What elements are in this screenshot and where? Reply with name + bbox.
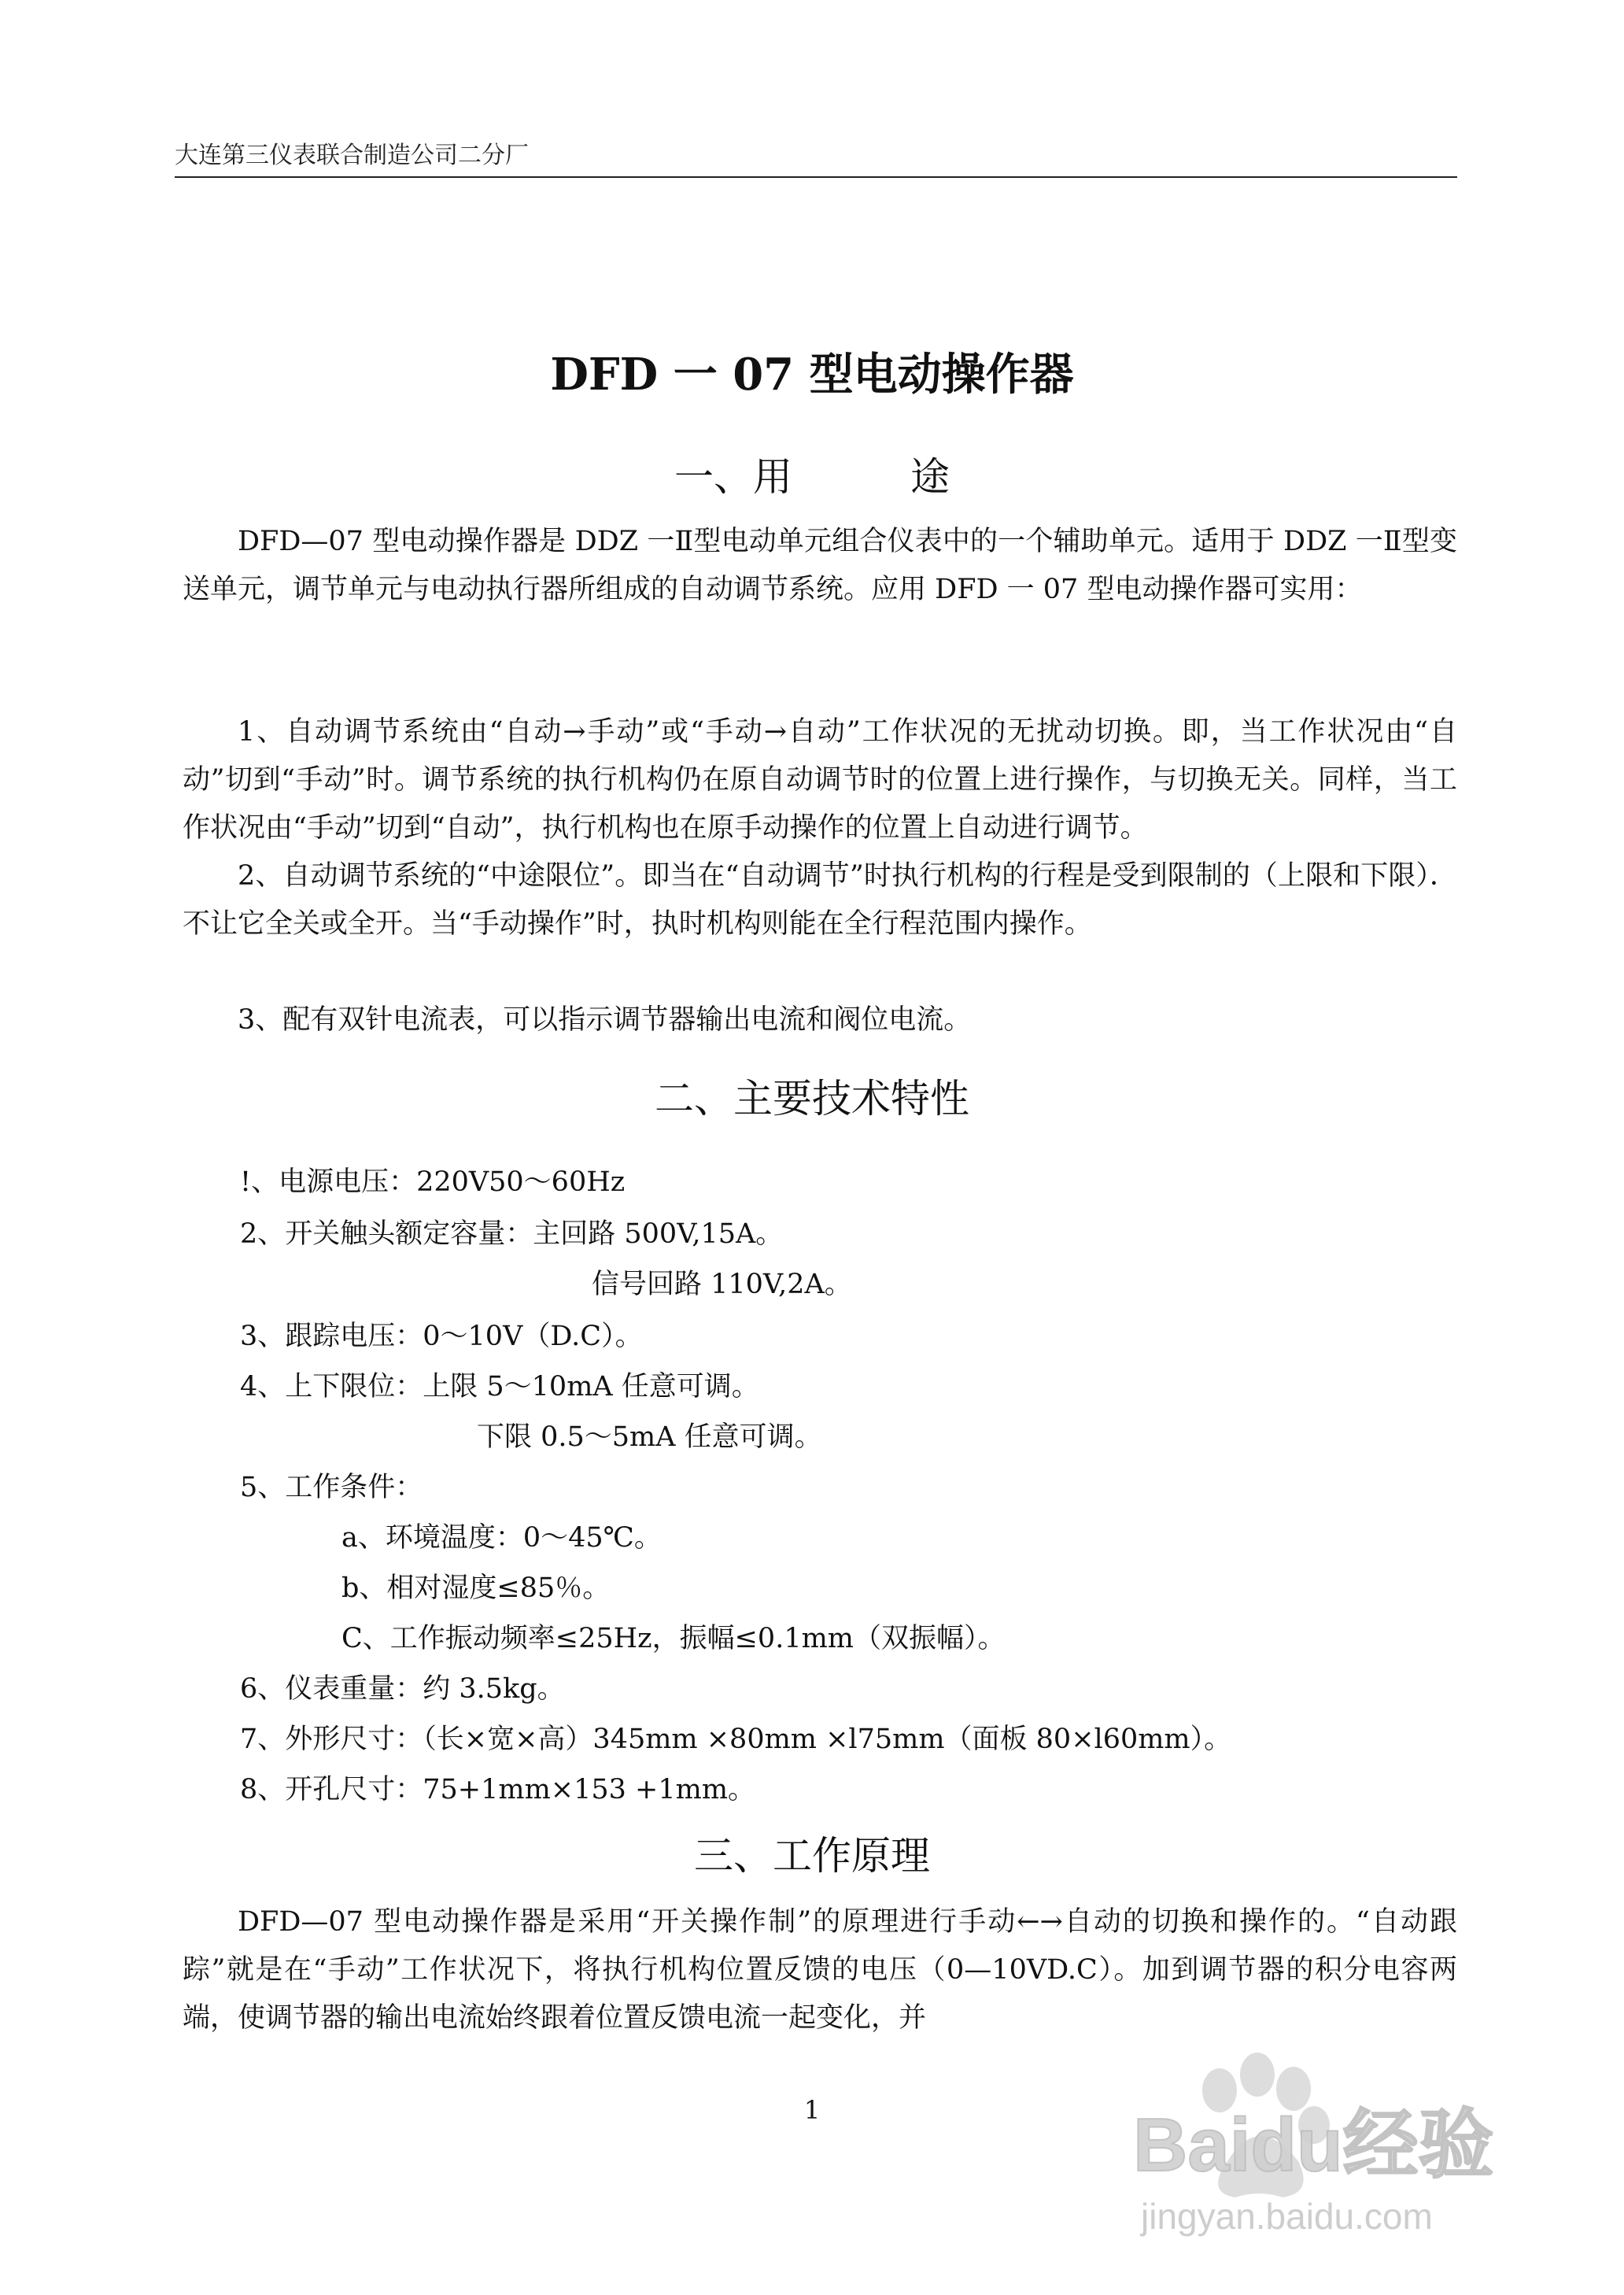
baidu-watermark bbox=[1117, 2043, 1605, 2248]
section1-item-3: 3、配有双针电流表，可以指示调节器输出电流和阀位电流。 bbox=[238, 1004, 972, 1036]
section1-item-1: 1、自动调节系统由“自动→手动”或“手动→自动”工作状况的无扰动切换。即，当工作状况由“自动”切到“手动”时。调节系统的执行机构仍在原自动调节时的位置上进行操作，与切换无关。同样，当工作状况由“手动”切到“自动”，执行机构也在原手动操作的位置上自动进行调节。 bbox=[183, 716, 1457, 844]
section1-heading: 一、用 途 bbox=[674, 454, 950, 500]
spec-line: 5、工作条件： bbox=[240, 1472, 423, 1503]
spec-line: C、工作振动频率≤25Hz，振幅≤0.1mm（双振幅）。 bbox=[341, 1623, 1006, 1654]
section3-heading: 三、工作原理 bbox=[694, 1833, 930, 1879]
spec-line: 下限 0.5～5mA 任意可调。 bbox=[477, 1421, 822, 1453]
spec-line: 8、开孔尺寸：75+1mm×153 +1mm。 bbox=[240, 1774, 756, 1805]
document-title: DFD 一 07 型电动操作器 bbox=[550, 349, 1074, 401]
spec-line: 2、开关触头额定容量：主回路 500V,15A。 bbox=[240, 1218, 784, 1250]
watermark-brand: Baidu经验 bbox=[1133, 2103, 1494, 2187]
section1-intro: DFD—07 型电动操作器是 DDZ 一Ⅱ型电动单元组合仪表中的一个辅助单元。适用于 DDZ 一Ⅱ型变送单元，调节单元与电动执行器所组成的自动调节系统。应用 DFD 一 07 型电动操作器可实用： bbox=[183, 526, 1457, 605]
section3-paragraph: DFD—07 型电动操作器是采用“开关操作制”的原理进行手动←→自动的切换和操作的。“自动跟踪”就是在“手动”工作状况下，将执行机构位置反馈的电压（0—10VD.C）。加到调节器的积分电容两端，使调节器的输出电流始终跟着位置反馈电流一起变化，并 bbox=[183, 1906, 1457, 2034]
spec-line: b、相对湿度≤85％。 bbox=[341, 1572, 611, 1604]
spec-line: 3、跟踪电压：0～10V（D.C）。 bbox=[240, 1321, 643, 1352]
spec-line: 7、外形尺寸：（长×宽×高）345mm ×80mm ×l75mm（面板 80×l60mm）。 bbox=[240, 1724, 1232, 1755]
page-number: 1 bbox=[803, 2095, 821, 2125]
section1-item-2: 2、自动调节系统的“中途限位”。即当在“自动调节”时执行机构的行程是受到限制的（上限和下限）．不让它全关或全开。当“手动操作”时，执时机构则能在全行程范围内操作。 bbox=[183, 860, 1457, 940]
header-rule bbox=[175, 176, 1457, 178]
spec-line: 4、上下限位：上限 5～10mA 任意可调。 bbox=[240, 1371, 759, 1402]
watermark-url: jingyan.baidu.com bbox=[1141, 2196, 1433, 2237]
spec-line: 6、仪表重量：约 3.5kg。 bbox=[240, 1673, 565, 1705]
spec-line: !、电源电压：220V50～60Hz bbox=[240, 1166, 626, 1198]
page-header: 大连第三仪表联合制造公司二分厂 bbox=[175, 142, 529, 169]
spec-line: 信号回路 110V,2A。 bbox=[592, 1269, 852, 1300]
section2-heading: 二、主要技术特性 bbox=[655, 1076, 969, 1122]
spec-line: a、环境温度：0～45℃。 bbox=[341, 1522, 662, 1554]
